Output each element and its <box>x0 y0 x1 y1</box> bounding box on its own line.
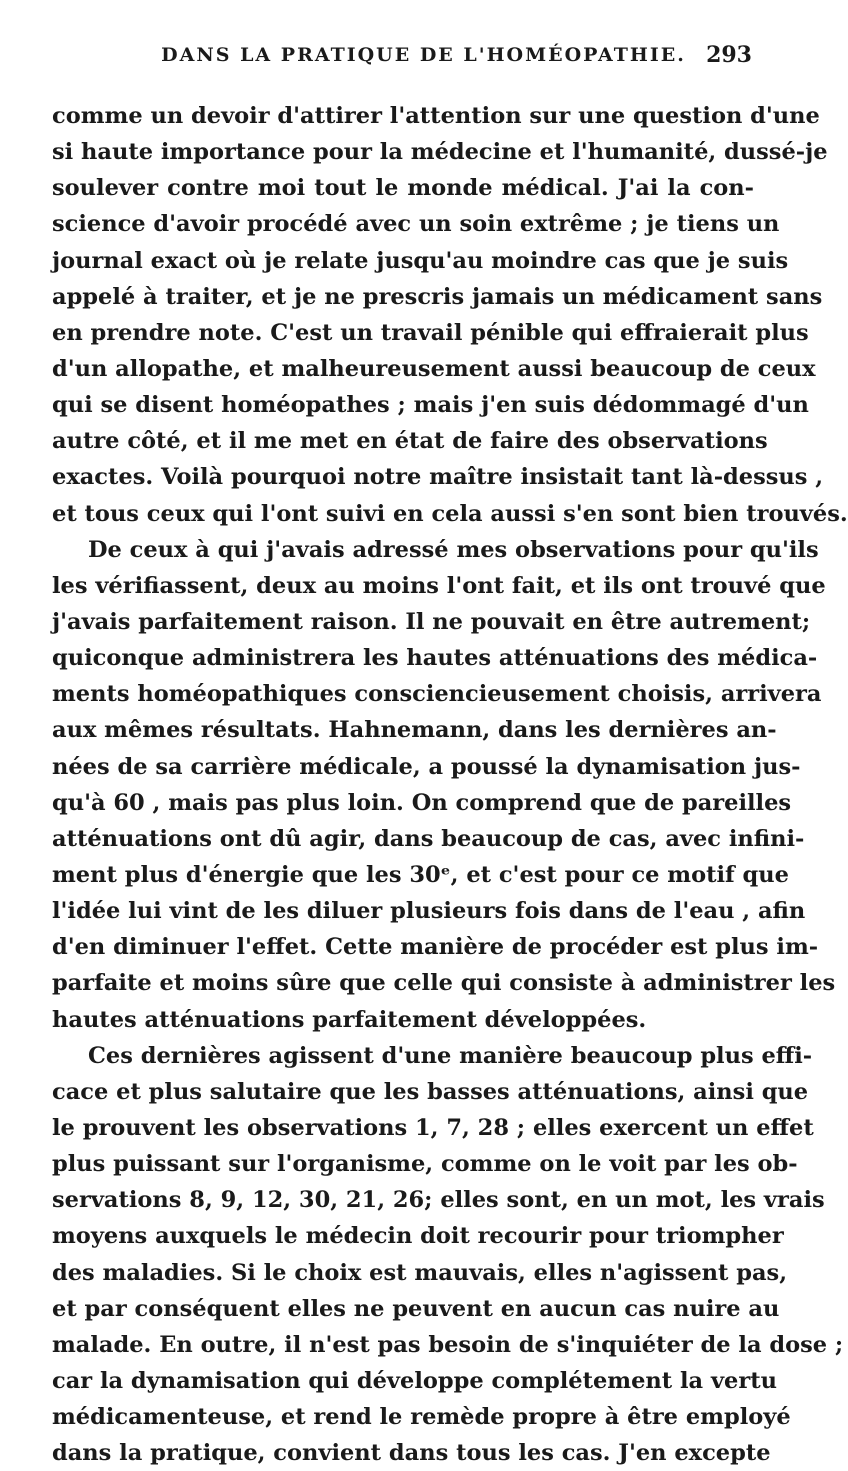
text-line: nées de sa carrière médicale, a poussé la dynamisation jus- <box>52 753 801 780</box>
text-line: l'idée lui vint de les diluer plusieurs fois dans de l'eau , afin <box>52 898 806 925</box>
text-line: des maladies. Si le choix est mauvais, elles n'agissent pas, <box>52 1259 788 1286</box>
text-line: exactes. Voilà pourquoi notre maître insistait tant là-dessus , <box>52 464 824 491</box>
text-line: et par conséquent elles ne peuvent en aucun cas nuire au <box>52 1295 780 1322</box>
body-text <box>52 98 848 1471</box>
text-line: malade. En outre, il n'est pas besoin de s'inquiéter de la dose ; <box>52 1331 844 1358</box>
text-line: parfaite et moins sûre que celle qui consiste à administrer les <box>52 970 836 997</box>
text-line: d'un allopathe, et malheureusement aussi beaucoup de ceux <box>52 355 816 382</box>
text-line: hautes atténuations parfaitement développées. <box>52 1006 647 1033</box>
text-line: qu'à 60 , mais pas plus loin. On comprend que de pareilles <box>52 789 792 816</box>
running-head <box>95 40 752 76</box>
text-line: si haute importance pour la médecine et l'humanité, dussé-je <box>52 139 828 166</box>
text-line: moyens auxquels le médecin doit recourir pour triompher <box>52 1223 784 1250</box>
page-number: 293 <box>706 42 752 68</box>
text-line: j'avais parfaitement raison. Il ne pouvait en être autrement; <box>52 608 811 635</box>
text-line: comme un devoir d'attirer l'attention sur une question d'une <box>52 103 820 129</box>
running-title: DANS LA PRATIQUE DE L'HOMÉOPATHIE. <box>161 44 686 66</box>
text-line: dans la pratique, convient dans tous les cas. J'en excepte <box>52 1440 771 1467</box>
text-line: en prendre note. C'est un travail pénible qui effraierait plus <box>52 319 809 346</box>
text-line: et tous ceux qui l'ont suivi en cela aussi s'en sont bien trouvés. <box>52 500 848 527</box>
text-line: le prouvent les observations 1, 7, 28 ; elles exercent un effet <box>52 1114 814 1141</box>
text-line: plus puissant sur l'organisme, comme on le voit par les ob- <box>52 1151 798 1178</box>
text-line: aux mêmes résultats. Hahnemann, dans les dernières an- <box>52 717 777 744</box>
paragraph-start-line: De ceux à qui j'avais adressé mes observations pour qu'ils <box>88 536 819 563</box>
text-line: autre côté, et il me met en état de faire des observations <box>52 428 768 455</box>
text-line: science d'avoir procédé avec un soin extrême ; je tiens un <box>52 211 780 238</box>
text-line: soulever contre moi tout le monde médical. J'ai la con- <box>52 175 754 202</box>
text-line: qui se disent homéopathes ; mais j'en suis dédommagé d'un <box>52 392 809 419</box>
text-line: journal exact où je relate jusqu'au moindre cas que je suis <box>52 247 789 274</box>
text-line: car la dynamisation qui développe complétement la vertu <box>52 1367 777 1394</box>
text-line: servations 8, 9, 12, 30, 21, 26; elles sont, en un mot, les vrais <box>52 1187 825 1214</box>
paragraph-start-line: Ces dernières agissent d'une manière beaucoup plus effi- <box>88 1042 813 1069</box>
text-line: d'en diminuer l'effet. Cette manière de procéder est plus im- <box>52 934 819 961</box>
text-line: quiconque administrera les hautes atténuations des médica- <box>52 645 818 672</box>
text-line: ment plus d'énergie que les 30ᵉ, et c'est pour ce motif que <box>52 861 789 888</box>
text-line: cace et plus salutaire que les basses atténuations, ainsi que <box>52 1078 809 1105</box>
text-line: atténuations ont dû agir, dans beaucoup de cas, avec infini- <box>52 825 805 852</box>
text-line: les vérifiassent, deux au moins l'ont fait, et ils ont trouvé que <box>52 572 826 599</box>
text-line: médicamenteuse, et rend le remède propre à être employé <box>52 1404 791 1431</box>
text-line: appelé à traiter, et je ne prescris jamais un médicament sans <box>52 283 823 310</box>
text-line: ments homéopathiques consciencieusement choisis, arrivera <box>52 681 822 708</box>
